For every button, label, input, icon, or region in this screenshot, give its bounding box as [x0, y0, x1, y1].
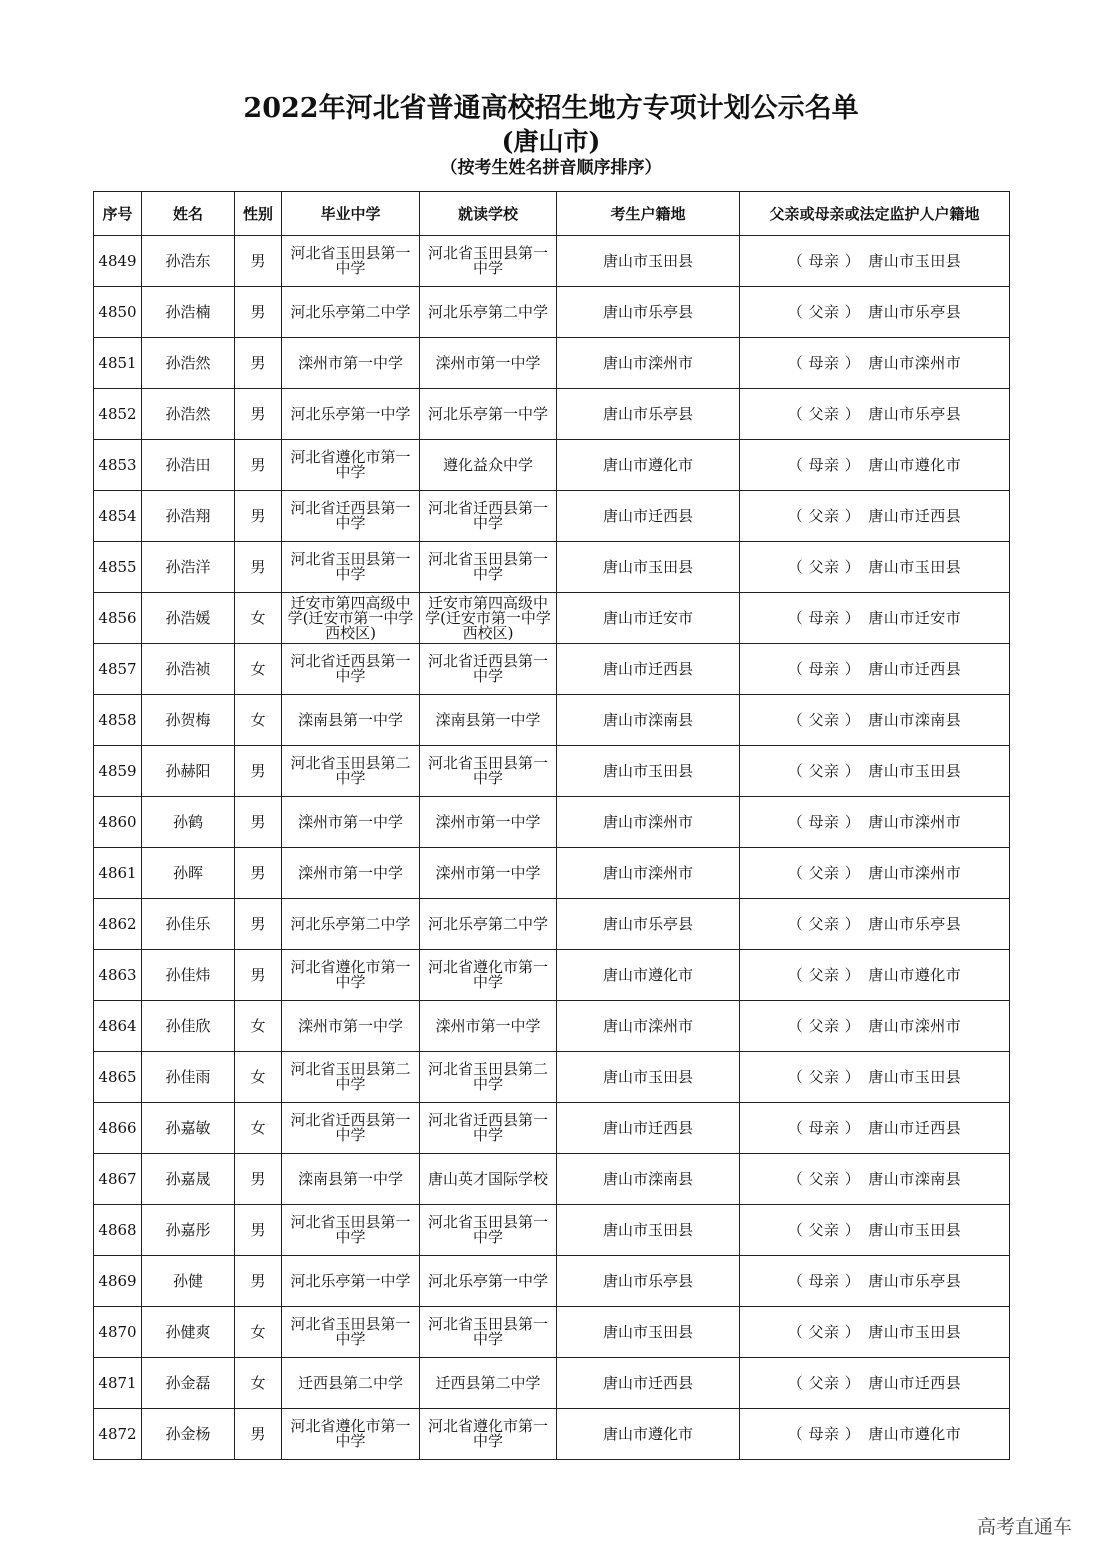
cell-parent-registration — [740, 1307, 1010, 1358]
cell-name: 孙佳炜 — [142, 950, 235, 1001]
cell-parent-registration — [740, 1205, 1010, 1256]
cell-index: 4857 — [94, 644, 142, 695]
cell-graduated-school: 滦州市第一中学 — [282, 848, 420, 899]
cell-index: 4853 — [94, 440, 142, 491]
cell-graduated-school: 河北省玉田县第一中学 — [282, 236, 420, 287]
cell-parent-registration — [740, 1256, 1010, 1307]
cell-household-registration: 唐山市乐亭县 — [557, 1256, 740, 1307]
cell-household-registration: 唐山市滦南县 — [557, 695, 740, 746]
parent-relation: （ 父亲 ） — [787, 1169, 861, 1188]
parent-relation: （ 父亲 ） — [787, 302, 861, 321]
cell-household-registration: 唐山市滦南县 — [557, 1154, 740, 1205]
cell-index: 4858 — [94, 695, 142, 746]
header-index: 序号 — [94, 192, 142, 236]
cell-name: 孙健爽 — [142, 1307, 235, 1358]
cell-current-school: 唐山英才国际学校 — [420, 1154, 557, 1205]
table-row — [94, 848, 1010, 899]
cell-name: 孙贺梅 — [142, 695, 235, 746]
cell-parent-registration — [740, 746, 1010, 797]
cell-household-registration: 唐山市滦州市 — [557, 797, 740, 848]
cell-graduated-school: 滦州市第一中学 — [282, 338, 420, 389]
parent-relation: （ 母亲 ） — [787, 1118, 861, 1137]
page-subtitle: (唐山市) — [501, 127, 601, 156]
cell-gender: 女 — [235, 1358, 282, 1409]
parent-location: 唐山市迁西县 — [868, 1118, 962, 1137]
cell-current-school: 河北省玉田县第二中学 — [420, 1052, 557, 1103]
parent-relation: （ 父亲 ） — [787, 506, 861, 525]
cell-graduated-school: 滦州市第一中学 — [282, 1001, 420, 1052]
header-name: 姓名 — [142, 192, 235, 236]
cell-current-school: 滦州市第一中学 — [420, 797, 557, 848]
cell-gender: 女 — [235, 644, 282, 695]
parent-relation: （ 父亲 ） — [787, 710, 861, 729]
cell-name: 孙嘉敏 — [142, 1103, 235, 1154]
table-row — [94, 1154, 1010, 1205]
cell-gender: 男 — [235, 1409, 282, 1460]
cell-household-registration: 唐山市迁西县 — [557, 1358, 740, 1409]
cell-name: 孙金杨 — [142, 1409, 235, 1460]
header-gender: 性别 — [235, 192, 282, 236]
watermark: 高考直通车 — [976, 1516, 1072, 1538]
cell-name: 孙晖 — [142, 848, 235, 899]
cell-index: 4855 — [94, 542, 142, 593]
cell-gender: 女 — [235, 1001, 282, 1052]
cell-name: 孙浩媛 — [142, 593, 235, 644]
cell-graduated-school: 河北乐亭第一中学 — [282, 389, 420, 440]
parent-relation: （ 母亲 ） — [787, 1271, 861, 1290]
cell-gender: 男 — [235, 899, 282, 950]
cell-index: 4861 — [94, 848, 142, 899]
cell-current-school: 河北乐亭第一中学 — [420, 389, 557, 440]
table-body — [94, 236, 1010, 1460]
parent-location: 唐山市迁西县 — [868, 659, 962, 678]
cell-parent-registration — [740, 1001, 1010, 1052]
cell-name: 孙佳乐 — [142, 899, 235, 950]
cell-current-school: 迁安市第四高级中学(迁安市第一中学西校区) — [420, 593, 557, 644]
cell-graduated-school: 河北省玉田县第二中学 — [282, 1052, 420, 1103]
cell-name: 孙浩东 — [142, 236, 235, 287]
cell-current-school: 河北省迁西县第一中学 — [420, 1103, 557, 1154]
parent-relation: （ 母亲 ） — [787, 1424, 861, 1443]
cell-graduated-school: 河北省玉田县第二中学 — [282, 746, 420, 797]
parent-relation: （ 父亲 ） — [787, 761, 861, 780]
cell-name: 孙健 — [142, 1256, 235, 1307]
cell-current-school: 迁西县第二中学 — [420, 1358, 557, 1409]
cell-gender: 男 — [235, 287, 282, 338]
parent-location: 唐山市玉田县 — [868, 1322, 962, 1341]
cell-gender: 男 — [235, 746, 282, 797]
cell-graduated-school: 河北省遵化市第一中学 — [282, 950, 420, 1001]
cell-name: 孙浩然 — [142, 389, 235, 440]
table-row — [94, 389, 1010, 440]
cell-parent-registration — [740, 950, 1010, 1001]
cell-gender: 男 — [235, 1256, 282, 1307]
cell-gender: 男 — [235, 950, 282, 1001]
cell-parent-registration — [740, 542, 1010, 593]
parent-location: 唐山市滦州市 — [868, 863, 962, 882]
cell-current-school: 滦州市第一中学 — [420, 338, 557, 389]
parent-relation: （ 母亲 ） — [787, 659, 861, 678]
cell-name: 孙浩洋 — [142, 542, 235, 593]
cell-current-school: 河北省玉田县第一中学 — [420, 746, 557, 797]
cell-index: 4850 — [94, 287, 142, 338]
parent-relation: （ 父亲 ） — [787, 863, 861, 882]
cell-household-registration: 唐山市乐亭县 — [557, 899, 740, 950]
parent-location: 唐山市滦州市 — [868, 353, 962, 372]
cell-graduated-school: 河北省遵化市第一中学 — [282, 1409, 420, 1460]
cell-gender: 男 — [235, 338, 282, 389]
parent-location: 唐山市遵化市 — [868, 1424, 962, 1443]
cell-parent-registration — [740, 389, 1010, 440]
parent-location: 唐山市迁西县 — [868, 506, 962, 525]
table-row — [94, 338, 1010, 389]
parent-relation: （ 父亲 ） — [787, 1067, 861, 1086]
parent-location: 唐山市遵化市 — [868, 965, 962, 984]
parent-location: 唐山市迁安市 — [868, 608, 962, 627]
cell-index: 4864 — [94, 1001, 142, 1052]
cell-name: 孙浩田 — [142, 440, 235, 491]
parent-relation: （ 父亲 ） — [787, 914, 861, 933]
cell-gender: 男 — [235, 389, 282, 440]
header-parent-registration: 父亲或母亲或法定监护人户籍地 — [740, 192, 1010, 236]
cell-name: 孙嘉彤 — [142, 1205, 235, 1256]
cell-current-school: 河北省玉田县第一中学 — [420, 542, 557, 593]
parent-relation: （ 父亲 ） — [787, 1016, 861, 1035]
cell-household-registration: 唐山市玉田县 — [557, 1052, 740, 1103]
cell-household-registration: 唐山市玉田县 — [557, 236, 740, 287]
cell-index: 4854 — [94, 491, 142, 542]
cell-gender: 女 — [235, 593, 282, 644]
cell-household-registration: 唐山市乐亭县 — [557, 389, 740, 440]
cell-current-school: 河北省遵化市第一中学 — [420, 1409, 557, 1460]
cell-gender: 男 — [235, 1154, 282, 1205]
cell-household-registration: 唐山市滦州市 — [557, 338, 740, 389]
cell-name: 孙嘉晟 — [142, 1154, 235, 1205]
cell-current-school: 滦州市第一中学 — [420, 1001, 557, 1052]
cell-index: 4865 — [94, 1052, 142, 1103]
cell-household-registration: 唐山市乐亭县 — [557, 287, 740, 338]
cell-graduated-school: 迁西县第二中学 — [282, 1358, 420, 1409]
cell-parent-registration — [740, 491, 1010, 542]
cell-graduated-school: 滦南县第一中学 — [282, 1154, 420, 1205]
cell-index: 4869 — [94, 1256, 142, 1307]
parent-relation: （ 母亲 ） — [787, 353, 861, 372]
cell-household-registration: 唐山市遵化市 — [557, 1409, 740, 1460]
table-row — [94, 1205, 1010, 1256]
cell-name: 孙金磊 — [142, 1358, 235, 1409]
table-row — [94, 491, 1010, 542]
cell-household-registration: 唐山市玉田县 — [557, 746, 740, 797]
cell-household-registration: 唐山市滦州市 — [557, 848, 740, 899]
cell-index: 4866 — [94, 1103, 142, 1154]
cell-gender: 男 — [235, 236, 282, 287]
cell-household-registration: 唐山市玉田县 — [557, 542, 740, 593]
parent-location: 唐山市乐亭县 — [868, 914, 962, 933]
cell-current-school: 河北省迁西县第一中学 — [420, 491, 557, 542]
cell-graduated-school: 河北省玉田县第一中学 — [282, 542, 420, 593]
parent-location: 唐山市玉田县 — [868, 251, 962, 270]
cell-parent-registration — [740, 848, 1010, 899]
cell-gender: 女 — [235, 1307, 282, 1358]
cell-gender: 男 — [235, 1205, 282, 1256]
table-row — [94, 593, 1010, 644]
cell-name: 孙浩楠 — [142, 287, 235, 338]
cell-index: 4867 — [94, 1154, 142, 1205]
cell-gender: 男 — [235, 491, 282, 542]
cell-name: 孙浩祯 — [142, 644, 235, 695]
cell-parent-registration — [740, 1052, 1010, 1103]
cell-name: 孙浩然 — [142, 338, 235, 389]
table-row — [94, 746, 1010, 797]
cell-current-school: 河北省遵化市第一中学 — [420, 950, 557, 1001]
cell-current-school: 滦南县第一中学 — [420, 695, 557, 746]
cell-graduated-school: 河北省迁西县第一中学 — [282, 644, 420, 695]
cell-household-registration: 唐山市玉田县 — [557, 1205, 740, 1256]
table-row — [94, 1307, 1010, 1358]
parent-location: 唐山市滦南县 — [868, 1169, 962, 1188]
parent-location: 唐山市滦州市 — [868, 1016, 962, 1035]
cell-index: 4862 — [94, 899, 142, 950]
cell-current-school: 河北乐亭第二中学 — [420, 287, 557, 338]
cell-gender: 女 — [235, 695, 282, 746]
table-row — [94, 287, 1010, 338]
cell-parent-registration — [740, 1154, 1010, 1205]
cell-graduated-school: 河北乐亭第二中学 — [282, 287, 420, 338]
cell-current-school: 河北省迁西县第一中学 — [420, 644, 557, 695]
cell-parent-registration — [740, 644, 1010, 695]
cell-graduated-school: 迁安市第四高级中学(迁安市第一中学西校区) — [282, 593, 420, 644]
cell-index: 4863 — [94, 950, 142, 1001]
parent-relation: （ 父亲 ） — [787, 404, 861, 423]
table-row — [94, 1256, 1010, 1307]
table-row — [94, 1052, 1010, 1103]
parent-location: 唐山市乐亭县 — [868, 404, 962, 423]
cell-household-registration: 唐山市滦州市 — [557, 1001, 740, 1052]
cell-parent-registration — [740, 338, 1010, 389]
cell-graduated-school: 滦南县第一中学 — [282, 695, 420, 746]
cell-index: 4849 — [94, 236, 142, 287]
cell-index: 4871 — [94, 1358, 142, 1409]
table-row — [94, 542, 1010, 593]
cell-parent-registration — [740, 1409, 1010, 1460]
cell-gender: 男 — [235, 797, 282, 848]
cell-gender: 女 — [235, 1052, 282, 1103]
cell-current-school: 滦州市第一中学 — [420, 848, 557, 899]
roster-table — [93, 191, 1010, 1460]
parent-location: 唐山市乐亭县 — [868, 302, 962, 321]
parent-relation: （ 母亲 ） — [787, 608, 861, 627]
parent-location: 唐山市玉田县 — [868, 761, 962, 780]
cell-current-school: 河北省玉田县第一中学 — [420, 1307, 557, 1358]
cell-parent-registration — [740, 899, 1010, 950]
cell-graduated-school: 河北省玉田县第一中学 — [282, 1205, 420, 1256]
table-header-row — [94, 192, 1010, 236]
table-row — [94, 695, 1010, 746]
cell-graduated-school: 滦州市第一中学 — [282, 797, 420, 848]
table-row — [94, 797, 1010, 848]
table-row — [94, 950, 1010, 1001]
cell-index: 4868 — [94, 1205, 142, 1256]
parent-relation: （ 母亲 ） — [787, 251, 861, 270]
cell-name: 孙赫阳 — [142, 746, 235, 797]
table-row — [94, 1103, 1010, 1154]
table-row — [94, 644, 1010, 695]
cell-gender: 男 — [235, 440, 282, 491]
cell-household-registration: 唐山市迁安市 — [557, 593, 740, 644]
parent-relation: （ 父亲 ） — [787, 1373, 861, 1392]
table-row — [94, 1409, 1010, 1460]
cell-name: 孙佳欣 — [142, 1001, 235, 1052]
header-current-school: 就读学校 — [420, 192, 557, 236]
parent-relation: （ 母亲 ） — [787, 812, 861, 831]
page-title: 2022年河北省普通高校招生地方专项计划公示名单 — [243, 93, 859, 124]
cell-index: 4872 — [94, 1409, 142, 1460]
cell-gender: 男 — [235, 542, 282, 593]
parent-location: 唐山市迁西县 — [868, 1373, 962, 1392]
parent-location: 唐山市玉田县 — [868, 557, 962, 576]
cell-graduated-school: 河北省迁西县第一中学 — [282, 1103, 420, 1154]
cell-parent-registration — [740, 287, 1010, 338]
cell-current-school: 河北乐亭第一中学 — [420, 1256, 557, 1307]
header-graduated-school: 毕业中学 — [282, 192, 420, 236]
table-row — [94, 236, 1010, 287]
cell-gender: 女 — [235, 1103, 282, 1154]
cell-index: 4852 — [94, 389, 142, 440]
cell-parent-registration — [740, 593, 1010, 644]
cell-name: 孙鹤 — [142, 797, 235, 848]
parent-relation: （ 父亲 ） — [787, 557, 861, 576]
cell-graduated-school: 河北乐亭第二中学 — [282, 899, 420, 950]
cell-graduated-school: 河北省遵化市第一中学 — [282, 440, 420, 491]
cell-graduated-school: 河北省玉田县第一中学 — [282, 1307, 420, 1358]
cell-parent-registration — [740, 695, 1010, 746]
parent-location: 唐山市遵化市 — [868, 455, 962, 474]
parent-relation: （ 父亲 ） — [787, 1322, 861, 1341]
cell-household-registration: 唐山市迁西县 — [557, 491, 740, 542]
parent-location: 唐山市乐亭县 — [868, 1271, 962, 1290]
cell-current-school: 河北乐亭第二中学 — [420, 899, 557, 950]
header-household-registration: 考生户籍地 — [557, 192, 740, 236]
cell-household-registration: 唐山市遵化市 — [557, 440, 740, 491]
cell-parent-registration — [740, 236, 1010, 287]
cell-index: 4860 — [94, 797, 142, 848]
parent-relation: （ 母亲 ） — [787, 455, 861, 474]
cell-graduated-school: 河北乐亭第一中学 — [282, 1256, 420, 1307]
cell-household-registration: 唐山市迁西县 — [557, 1103, 740, 1154]
cell-current-school: 遵化益众中学 — [420, 440, 557, 491]
cell-index: 4859 — [94, 746, 142, 797]
parent-location: 唐山市玉田县 — [868, 1067, 962, 1086]
cell-parent-registration — [740, 1103, 1010, 1154]
cell-household-registration: 唐山市玉田县 — [557, 1307, 740, 1358]
table-row — [94, 1358, 1010, 1409]
cell-current-school: 河北省玉田县第一中学 — [420, 236, 557, 287]
cell-name: 孙佳雨 — [142, 1052, 235, 1103]
table-row — [94, 1001, 1010, 1052]
parent-relation: （ 父亲 ） — [787, 965, 861, 984]
table-row — [94, 440, 1010, 491]
parent-location: 唐山市滦南县 — [868, 710, 962, 729]
cell-name: 孙浩翔 — [142, 491, 235, 542]
parent-location: 唐山市滦州市 — [868, 812, 962, 831]
cell-graduated-school: 河北省迁西县第一中学 — [282, 491, 420, 542]
cell-current-school: 河北省玉田县第一中学 — [420, 1205, 557, 1256]
sort-note: （按考生姓名拼音顺序排序） — [440, 158, 662, 178]
cell-parent-registration — [740, 797, 1010, 848]
cell-gender: 男 — [235, 848, 282, 899]
table-row — [94, 899, 1010, 950]
cell-household-registration: 唐山市迁西县 — [557, 644, 740, 695]
parent-relation: （ 父亲 ） — [787, 1220, 861, 1239]
parent-location: 唐山市玉田县 — [868, 1220, 962, 1239]
cell-household-registration: 唐山市遵化市 — [557, 950, 740, 1001]
cell-index: 4870 — [94, 1307, 142, 1358]
cell-index: 4856 — [94, 593, 142, 644]
cell-parent-registration — [740, 1358, 1010, 1409]
cell-index: 4851 — [94, 338, 142, 389]
cell-parent-registration — [740, 440, 1010, 491]
